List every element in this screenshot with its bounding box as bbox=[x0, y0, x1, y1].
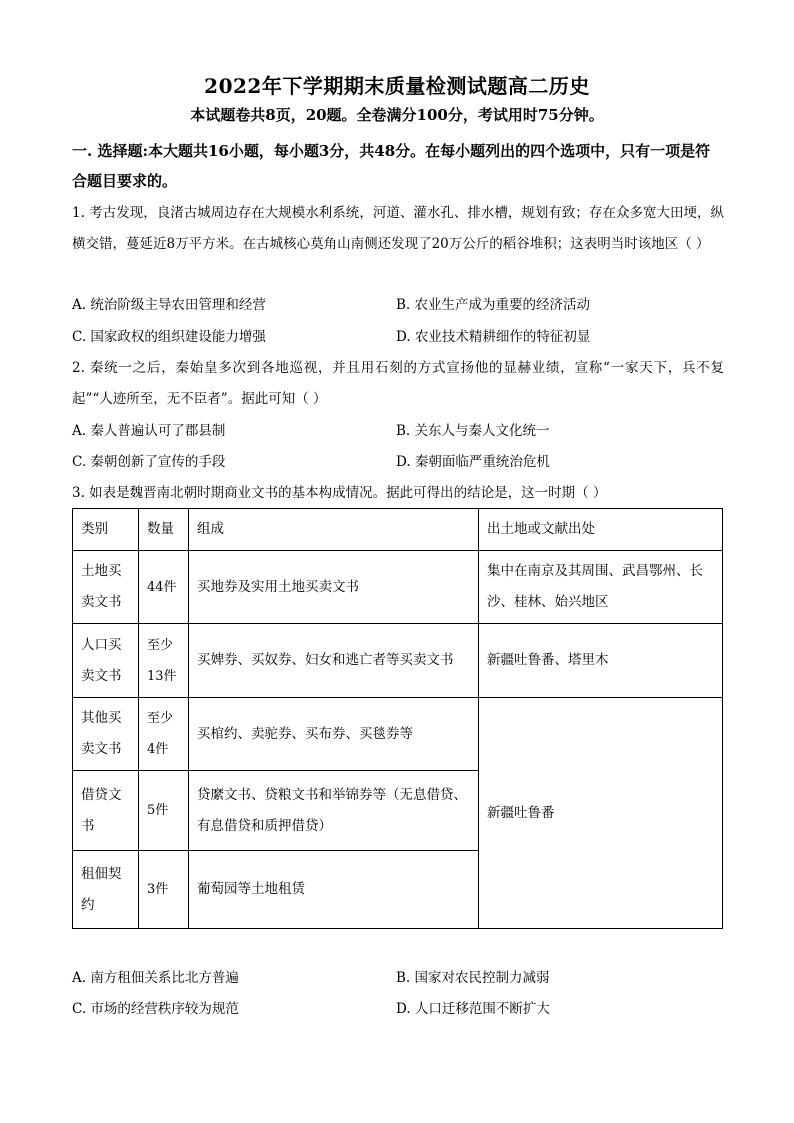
table-cell-category: 借贷文书 bbox=[73, 771, 139, 851]
table-cell-count: 3件 bbox=[139, 851, 189, 929]
commerce-documents-table bbox=[72, 508, 723, 929]
table-cell-category: 人口买卖文书 bbox=[73, 624, 139, 698]
table-header-row bbox=[73, 509, 723, 551]
question-2-option-a[interactable]: A. 秦人普遍认可了郡县制 bbox=[72, 423, 226, 439]
question-3-option-d[interactable]: D. 人口迁移范围不断扩大 bbox=[396, 1001, 550, 1017]
exam-title: 2022年下学期期末质量检测试题高二历史 bbox=[204, 74, 590, 98]
table-header-cell: 数量 bbox=[139, 509, 189, 551]
question-3-stem: 3. 如表是魏晋南北朝时期商业文书的基本构成情况。据此可得出的结论是，这一时期（ ） bbox=[72, 485, 607, 501]
section-heading: 一. 选择题:本大题共16小题，每小题3分，共48分。在每小题列出的四个选项中，只有一项是符合题目要求的。 bbox=[72, 142, 711, 190]
table-cell-source-merged: 新疆吐鲁番 bbox=[479, 698, 723, 929]
question-1-option-d[interactable]: D. 农业技术精耕细作的特征初显 bbox=[396, 329, 591, 345]
question-2-option-d[interactable]: D. 秦朝面临严重统治危机 bbox=[396, 454, 550, 470]
table-row bbox=[73, 698, 723, 771]
table-cell-composition: 葡萄园等土地租赁 bbox=[189, 851, 479, 929]
question-1-option-b[interactable]: B. 农业生产成为重要的经济活动 bbox=[396, 297, 591, 313]
question-1-stem: 1. 考古发现，良渚古城周边存在大规模水利系统，河道、灌水孔、排水槽，规划有致；存在众多宽大田埂，纵横交错，蔓延近8万平方米。在古城核心莫角山南侧还发现了20万公斤的稻谷堆积；这表明当时该地区（ ） bbox=[72, 205, 724, 252]
table-cell-source: 集中在南京及其周围、武昌鄂州、长沙、桂林、始兴地区 bbox=[479, 551, 723, 624]
exam-subtitle: 本试题卷共8页，20题。全卷满分100分，考试用时75分钟。 bbox=[190, 106, 604, 124]
table-cell-source: 新疆吐鲁番、塔里木 bbox=[479, 624, 723, 698]
question-3-option-a[interactable]: A. 南方租佃关系比北方普遍 bbox=[72, 970, 239, 986]
table-cell-count: 5件 bbox=[139, 771, 189, 851]
question-2-stem: 2. 秦统一之后，秦始皇多次到各地巡视，并且用石刻的方式宣扬他的显赫业绩，宣称“一家天下，兵不复起”“人迹所至，无不臣者”。据此可知（ ） bbox=[72, 360, 724, 407]
table-cell-composition: 贷縻文书、贷粮文书和举锦券等（无息借贷、有息借贷和质押借贷） bbox=[189, 771, 479, 851]
table-header-cell: 组成 bbox=[189, 509, 479, 551]
table-cell-count: 至少4件 bbox=[139, 698, 189, 771]
table-cell-composition: 买婢券、买奴券、妇女和逃亡者等买卖文书 bbox=[189, 624, 479, 698]
question-1-option-a[interactable]: A. 统治阶级主导农田管理和经营 bbox=[72, 297, 266, 313]
table-header-cell: 出土地或文献出处 bbox=[479, 509, 723, 551]
question-3-option-c[interactable]: C. 市场的经营秩序较为规范 bbox=[72, 1001, 239, 1017]
table-cell-category: 租佃契约 bbox=[73, 851, 139, 929]
table-cell-category: 其他买卖文书 bbox=[73, 698, 139, 771]
table-row bbox=[73, 624, 723, 698]
table-cell-count: 至少13件 bbox=[139, 624, 189, 698]
question-2-option-c[interactable]: C. 秦朝创新了宣传的手段 bbox=[72, 454, 226, 470]
table-cell-composition: 买棺约、卖驼券、买布券、买毯券等 bbox=[189, 698, 479, 771]
table-cell-category: 土地买卖文书 bbox=[73, 551, 139, 624]
table-cell-count: 44件 bbox=[139, 551, 189, 624]
table-header-cell: 类别 bbox=[73, 509, 139, 551]
question-1-option-c[interactable]: C. 国家政权的组织建设能力增强 bbox=[72, 329, 266, 345]
question-3-option-b[interactable]: B. 国家对农民控制力减弱 bbox=[396, 970, 550, 986]
question-2-option-b[interactable]: B. 关东人与秦人文化统一 bbox=[396, 423, 550, 439]
table-cell-composition: 买地券及实用土地买卖文书 bbox=[189, 551, 479, 624]
table-row bbox=[73, 551, 723, 624]
